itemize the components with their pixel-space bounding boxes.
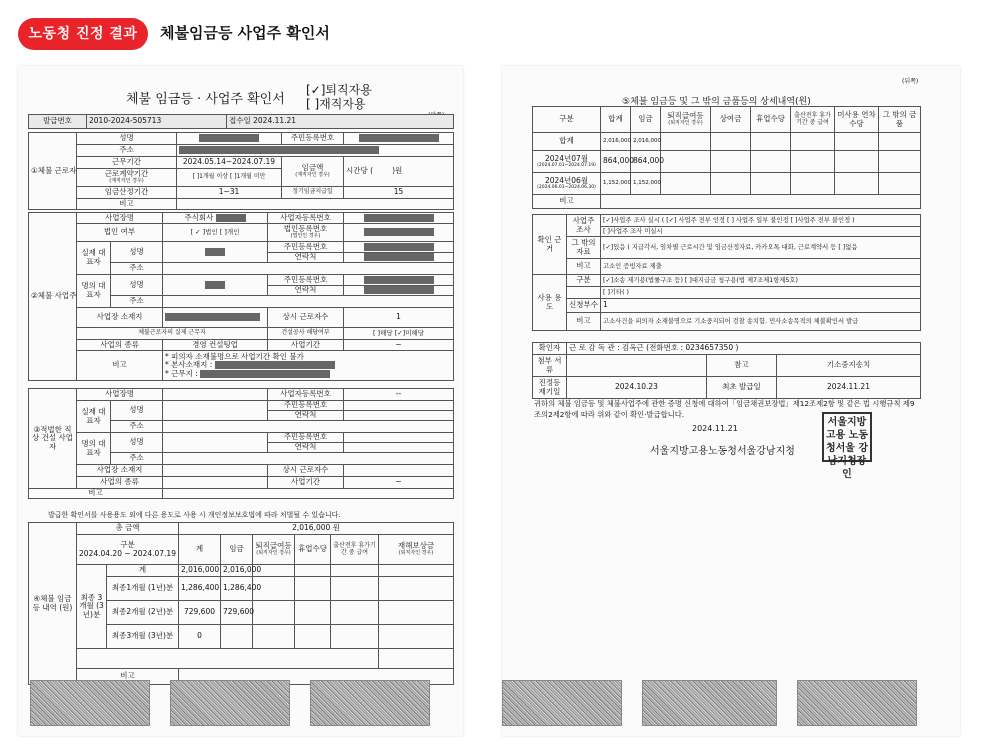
label: 연락처 [268,411,344,421]
label: 법인 여부 [77,224,163,242]
label: (재직자인 경우) [109,177,144,184]
label: 성명 [111,433,163,453]
label: 정기임금지급일 [282,187,344,199]
value: 2024.05.14~2024.07.19 [177,157,282,169]
label: 사업기간 [268,477,344,489]
col-header: 임금 [221,535,253,565]
label: 사업장 소재지 [77,465,163,477]
label: 사업장 소재지 [77,308,163,328]
value: 경영 컨설팅업 [163,340,268,351]
total-amount: 2,016,000 원 [179,523,454,535]
section-worker: ①체불 근로자 성명 주민등록번호 주소 근무기간 2024.05.14~2024.07.19 임금액 (재직자인 경우) 시간당 ( )원 근로계약기간 (재직자인 경우) [ ]1개월 이상 [ ]1개월 미만 임금산정기간 1~31 정기임금지급일 15 비고 [28,132,454,210]
label: 최종3개월 (3년)분 [107,625,179,649]
label: 비고 [567,313,601,331]
label: 주민등록번호 [268,433,344,443]
label: 연락처 [268,286,344,296]
label: 근로계약기간 [104,169,149,179]
redacted [179,146,379,154]
redacted [364,253,434,261]
label: 비고 [567,259,601,275]
section-unpaid-wages: ④체불 임금등 내역 (원) 총 금액 2,016,000 원 구분 2024.04.20 ~ 2024.07.19 계 임금 퇴직급여등 (퇴직자인 경우) 휴업수당 출산전후 휴가기간 중 급여 재해보상금 (퇴직자인 경우) 최종 3개월 (3년)분 계 2,016,000 2,016,000 최종1개월 (1년)분 1,286,400 1,286,400 최종2개월 (2년)분 729,600 729,600 최종3개월 (3년)분 0 비고 [28,522,454,685]
value: 864,000 [631,151,661,173]
note: * 피의자 소재불명으로 사업기간 확인 불가 [165,351,304,361]
label: 신청부수 [567,299,601,313]
doc-title: 체불 임금등 · 사업주 확인서 [126,92,285,107]
value: 1,152,000 [631,173,661,195]
label: 확인자 [533,343,567,355]
section2-label: ②체불 사업주 [29,213,77,381]
label: 비고 [77,669,179,685]
value: 729,600 [179,601,221,625]
issue-no-label: 발급번호 [29,115,87,129]
label: 상시 근로자수 [268,308,344,328]
value: 근 로 감 독 관 : 김옥근 (전화번호 : 0234657350 ) [567,343,921,355]
section1-label: ①체불 근로자 [29,133,77,210]
value: [ ]사업주 조사 미실시 [601,227,921,237]
checkbox-retired: [✓]퇴직자용 [306,83,372,97]
value: 1,152,000 [601,173,631,195]
label: 진정등 제기일 [533,377,567,399]
label: 계 [107,565,179,577]
scan-noise [797,680,917,726]
label: 상시 근로자수 [268,465,344,477]
label: 주소 [111,263,163,275]
label: 임금액 [301,163,324,173]
scan-noise [642,680,777,726]
redacted [205,248,225,256]
label: 성명 [77,133,177,145]
redacted [359,134,439,142]
label: 주소 [111,421,163,433]
redacted [200,370,330,378]
value: 1~31 [177,187,282,199]
value: 2024.11.21 [777,377,921,399]
col-header: 그 밖의 금품 [879,107,921,133]
redacted [364,286,434,294]
value: 2024.10.23 [567,377,707,399]
col-header: 임금 [631,107,661,133]
col-header: 구분 [533,107,601,133]
col-header: 출산전후 휴가기간 중 급여 [791,107,835,133]
section4-label: ④체불 임금등 내역 (원) [29,523,77,685]
label: 성명 [111,275,163,296]
label: 사업의 종류 [77,340,163,351]
redacted [165,313,260,321]
label: 주민등록번호 [268,275,344,286]
label: 사업장명 [77,389,163,401]
label: 참고 [707,355,777,377]
label: 사업기간 [268,340,344,351]
value: 2,016,000 [221,565,253,577]
label: 명의 대표자 [77,433,111,465]
label: 최초 발급일 [707,377,777,399]
scan-noise [30,680,150,726]
result-badge: 노동청 진정 결과 [18,18,148,50]
value: 729,600 [221,601,253,625]
privacy-notice: 발급한 확인서를 사용용도 외에 다른 용도로 사용 시 개인정보보호법에 따라 처벌될 수 있습니다. [48,511,341,519]
label: 사업의 종류 [77,477,163,489]
label: 사업자등록번호 [268,389,344,401]
label: 주소 [111,296,163,308]
label: 구분 [567,275,601,287]
value: 1,286,400 [179,577,221,601]
value: 1 [601,299,921,313]
label: 비고 [29,489,163,499]
value: [ ✓ ]법인 [ ]개인 [163,224,268,242]
basis-table [532,214,921,331]
issue-table [28,114,454,129]
redacted [199,134,259,142]
certification-date: 2024.11.21 [692,424,738,433]
period: 2024.04.20 ~ 2024.07.19 [79,548,176,558]
col-header: 계 [179,535,221,565]
value: 2,016,000 [631,133,661,151]
label: 합계 [533,133,601,151]
section-contractor [28,388,454,499]
value: [ ]해당 [✓]미해당 [344,328,454,340]
checker-table [532,342,921,399]
redacted [215,361,335,369]
label: 최종1개월 (1년)분 [107,577,179,601]
col-header: 출산전후 휴가기간 중 급여 [331,535,379,565]
label: 실제 대표자 [77,401,111,433]
redacted [205,281,225,289]
redacted [364,214,434,222]
label: 최종2개월 (2년)분 [107,601,179,625]
value: ~ [344,477,454,489]
label: 명의 대표자 [77,275,111,308]
certification-text: 귀하의 체불 임금등 및 체불사업주에 관한 증명 신청에 대하여「임금채권보장법」제12조제2항 및 같은 법 시행규칙 제9조의2제2항에 따라 위와 같이 확인·발급합니다. [534,399,915,419]
label: 임금산정기간 [77,187,177,199]
label: 실제 대표자 [77,242,111,275]
redacted [364,228,434,236]
label: 주소 [111,453,163,465]
label: 법인등록번호 [283,224,328,234]
redacted [216,214,246,222]
document-front-page [18,66,463,736]
label: 건설공사 해당여부 [268,328,344,340]
col-header: 휴업수당 [295,535,331,565]
value: 기소중지송치 [777,355,921,377]
value: 1 [344,308,454,328]
details-title: ⑤체불 임금등 및 그 밖의 금품등의 상세내역(원) [622,97,811,107]
label: 연락처 [268,443,344,453]
value: [✓]있음 ( 지급각서, 임차별 근로시간 및 임금산정자료, 카카오톡 대화, 근로계약서 등 [ ]없음 [601,237,921,259]
label: 주소 [77,145,177,157]
label: 근무기간 [77,157,177,169]
label: 최종 3개월 (3년)분 [77,565,107,649]
value: [✓]사업주 조사 실시 ( [✓] 사업주 전부 인정 [ ] 사업주 일부 불인정 [ ]사업주 전부 불인정 ) [601,215,921,227]
label: 주민등록번호 [282,133,344,145]
label: 사업주 조사 [567,215,601,237]
scan-noise [310,680,430,726]
value: ~ [344,340,454,351]
scan-noise [502,680,622,726]
label: 사업자등록번호 [268,213,344,224]
scan-noise [170,680,290,726]
col-header: 합계 [601,107,631,133]
page-title: 체불임금등 사업주 확인서 [160,24,330,42]
document-back-page [502,66,960,736]
label: 연락처 [268,253,344,263]
details-table: 구분 합계 임금 퇴직급여등 (퇴직자인 경우) 상여금 휴업수당 출산전후 휴가기간 중 급여 미사용 연차수당 그 밖의 금품 합계 2,016,000 2,016,000 2024년07월 (2024.07.01~2024.07.19) 864,000 864,000 2024년06월 (2024.06.01~2024.06.30) 1,152,000 1,152,000 비고 [532,106,921,209]
value: 2,016,000 [601,133,631,151]
label: 확인 근거 [533,215,567,275]
value: [ ]기타( ) [601,287,921,299]
col-header: 상여금 [711,107,751,133]
value: 고소인 증빙자료 제출 [601,259,921,275]
col-header: 휴업수당 [751,107,791,133]
label: 총 금액 [77,523,179,535]
label: 그 밖의 자료 [567,237,601,259]
label: 성명 [111,242,163,263]
value: 고소사건을 피의자 소재불명으로 기소중지되어 검찰 송치함. 민사소송목적의 체불확인서 발급 [601,313,921,331]
label: 체불근로자의 실제 근무지 [77,328,268,340]
value: 0 [179,625,221,649]
label: 성명 [111,401,163,421]
received: 접수일 2024.11.21 [227,115,454,129]
issuing-office: 서울지방고용노동청서울강남지청 [650,446,795,457]
value: 15 [344,187,454,199]
issue-no: 2010-2024-505713 [87,115,227,129]
section3-label: ③적법한 직상 건설 사업자 [29,389,77,489]
checkbox-employed: [ ]재직자용 [306,97,366,111]
col-header: 미사용 연차수당 [835,107,879,133]
label: 주민등록번호 [268,242,344,253]
value: 864,000 [601,151,631,173]
section-employer: ②체불 사업주 사업장명 주식회사 사업자등록번호 법인 여부 [ ✓ ]법인 [ ]개인 법인등록번호 (법인인 경우) 실제 대표자 성명 주민등록번호 연락처 주소 명의 대표자 성명 주민등록번호 연락처 주소 사업장 소재지 상시 근로자수 1 체불근로자의 실제 근무지 건설공사 해당여부 [ ]해당 [✓]미해당 사업의 종류 경영 컨설팅업 사업기간 ~ 비고 * 피의자 소재불명으로 사업기간 확인 불가 * 본사소재지 : * 근무지 : [28,212,454,381]
side-note: (뒤쪽) [902,78,919,85]
label: 첨부 서류 [533,355,567,377]
label: 비고 [533,195,601,209]
value: [ ]1개월 이상 [ ]1개월 미만 [177,169,282,187]
label: 비고 [77,199,177,210]
label: 사용 용도 [533,275,567,331]
label: 비고 [77,351,163,381]
label: (재직자인 경우) [295,171,330,178]
value: -- [344,389,454,401]
value: [✓]소송 제기용(법률구조 등) [ ]대지급금 청구용(법 제7조제1항제5호) [601,275,921,287]
redacted [364,243,434,251]
redacted [364,276,434,284]
value: 2,016,000 [179,565,221,577]
value: 1,286,400 [221,577,253,601]
label: 사업장명 [77,213,163,224]
official-seal: 서울지방고용 노동청서울 강남지청장인 [822,412,872,462]
label: 주민등록번호 [268,401,344,411]
